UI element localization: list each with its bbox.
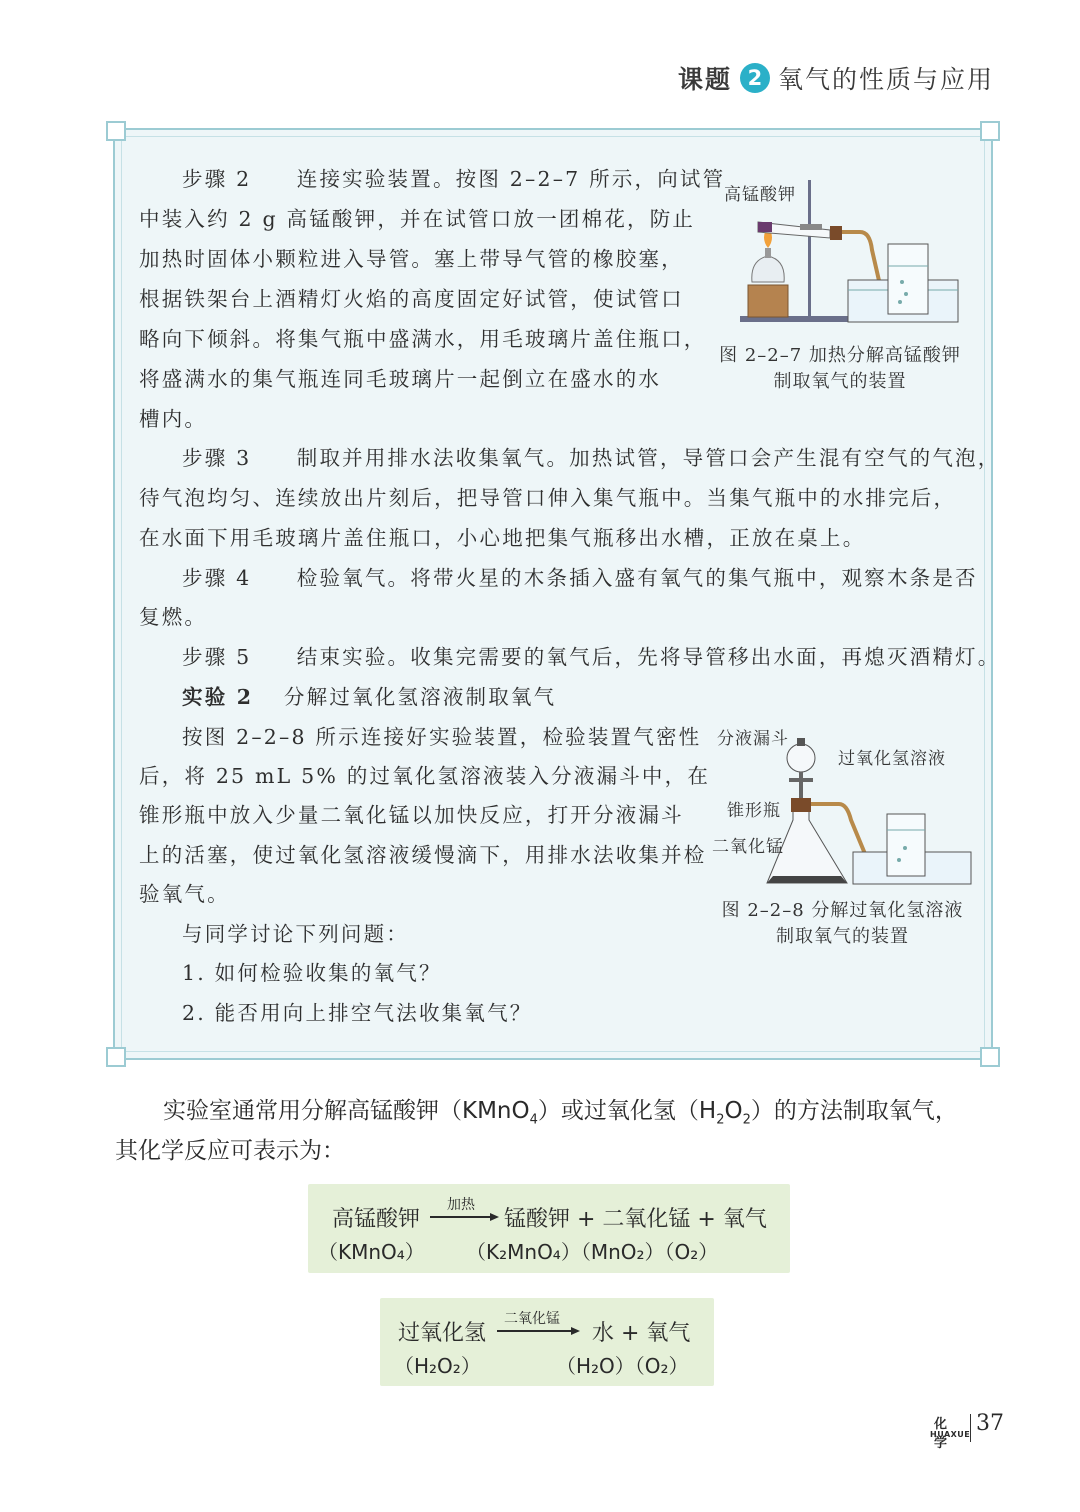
chapter-header <box>678 60 994 96</box>
box-corner <box>980 1047 1000 1067</box>
eq1-reactant-formula: （KMnO₄） <box>318 1240 425 1264</box>
gas-bottle <box>887 814 925 876</box>
eq2-arrow <box>497 1326 581 1336</box>
box-corner <box>980 121 1000 141</box>
discussion-intro: 与同学讨论下列问题： <box>182 922 409 946</box>
lesson-title: 氧气的性质与应用 <box>777 65 994 94</box>
box-corner <box>106 121 126 141</box>
step5-line: 步骤 5 结束实验。收集完需要的氧气后，先将导管移出水面，再熄灭酒精灯。 <box>182 645 1001 669</box>
step3-line: 步骤 3 制取并用排水法收集氧气。加热试管，导管口会产生混有空气的气泡， <box>182 446 1001 470</box>
eq2-products: 水 + 氧气 <box>592 1321 691 1346</box>
wood-block <box>748 285 788 317</box>
experiment2-label: 实验 2 <box>182 685 254 709</box>
figure-2-2-7-caption: 图 2–2–7 加热分解高锰酸钾 制取氧气的装置 <box>719 345 961 392</box>
text-line: 在水面下用毛玻璃片盖住瓶口，小心地把集气瓶移出水槽，正放在桌上。 <box>139 526 866 550</box>
rubber-stopper <box>830 226 842 240</box>
gas-bottle <box>888 244 928 314</box>
text-line: 上的活塞，使过氧化氢溶液缓慢滴下，用排水法收集并检 <box>139 843 707 867</box>
question-1: 1. 如何检验收集的氧气？ <box>182 961 442 985</box>
eq1-condition: 加热 <box>447 1197 475 1213</box>
text-line: 验氧气。 <box>139 882 230 906</box>
lesson-number-badge: 2 <box>740 63 770 93</box>
label-conical-flask: 锥形瓶 <box>727 801 781 821</box>
label-kmno4: 高锰酸钾 <box>724 185 796 205</box>
step4-line: 步骤 4 检验氧气。将带火星的木条插入盛有氧气的集气瓶中，观察木条是否 <box>182 566 978 590</box>
eq2-product-formulas: （H₂O）（O₂） <box>556 1354 689 1378</box>
experiment2-title-text: 分解过氧化氢溶液制取氧气 <box>283 685 557 709</box>
text-line: 按图 2–2–8 所示连接好实验装置，检验装置气密性 <box>182 725 702 749</box>
question-2: 2. 能否用向上排空气法收集氧气？ <box>182 1001 533 1025</box>
eq2-condition: 二氧化锰 <box>504 1311 560 1327</box>
footer-subject: 化 学 <box>934 1417 948 1451</box>
text-line: 中装入约 2 g 高锰酸钾，并在试管口放一团棉花，防止 <box>139 207 696 231</box>
text-line: 加热时固体小颗粒进入导管。塞上带导气管的橡胶塞， <box>139 247 684 271</box>
text-line: 槽内。 <box>139 407 208 431</box>
label-separatory-funnel: 分液漏斗 <box>717 729 789 749</box>
footer-pinyin: HUAXUE <box>930 1430 971 1439</box>
lesson-label: 课题 <box>677 65 732 94</box>
alcohol-lamp <box>752 256 784 282</box>
box-corner <box>106 1047 126 1067</box>
equation-kmno4-box <box>308 1184 790 1273</box>
text-line: 后，将 25 mL 5% 的过氧化氢溶液装入分液漏斗中，在 <box>139 764 711 788</box>
eq2-reactant: 过氧化氢 <box>398 1321 487 1346</box>
body-paragraph-line-1: 实验室通常用分解高锰酸钾（KMnO$_4$）或过氧化氢$(H_2O_2)$的方法制取氧气， <box>163 1098 958 1128</box>
text-line: 复燃。 <box>139 605 208 629</box>
page-number: 37 <box>976 1411 1004 1436</box>
body-paragraph-line-2: 其化学反应可表示为： <box>115 1138 345 1164</box>
eq1-product-formulas: （K₂MnO₄）（MnO₂）（O₂） <box>466 1240 719 1264</box>
eq1-products: 锰酸钾 + 二氧化锰 + 氧气 <box>504 1207 767 1232</box>
text-line: 将盛满水的集气瓶连同毛玻璃片一起倒立在盛水的水 <box>139 367 662 391</box>
footer-divider <box>970 1414 971 1442</box>
separatory-funnel <box>787 744 815 772</box>
experiment2-title <box>182 682 556 712</box>
text-line: 待气泡均匀、连续放出片刻后，把导管口伸入集气瓶中。当集气瓶中的水排完后， <box>139 486 957 510</box>
step2-line: 步骤 2 连接实验装置。按图 2–2–7 所示，向试管 <box>182 167 726 191</box>
eq1-reactant: 高锰酸钾 <box>332 1207 421 1232</box>
equation-h2o2-box <box>380 1298 714 1386</box>
figure-2-2-8-caption: 图 2–2–8 分解过氧化氢溶液 制取氧气的装置 <box>721 900 964 947</box>
text-line: 根据铁架台上酒精灯火焰的高度固定好试管，使试管口 <box>139 287 684 311</box>
text-line: 略向下倾斜。将集气瓶中盛满水，用毛玻璃片盖住瓶口， <box>139 327 707 351</box>
eq1-arrow <box>430 1212 500 1222</box>
eq2-reactant-formula: （H₂O₂） <box>394 1354 481 1378</box>
label-h2o2-solution: 过氧化氢溶液 <box>838 749 946 769</box>
label-mno2: 二氧化锰 <box>712 837 784 857</box>
text-line: 锥形瓶中放入少量二氧化锰以加快反应，打开分液漏斗 <box>139 803 684 827</box>
rubber-stopper <box>791 798 811 812</box>
stand-rod <box>808 180 811 318</box>
